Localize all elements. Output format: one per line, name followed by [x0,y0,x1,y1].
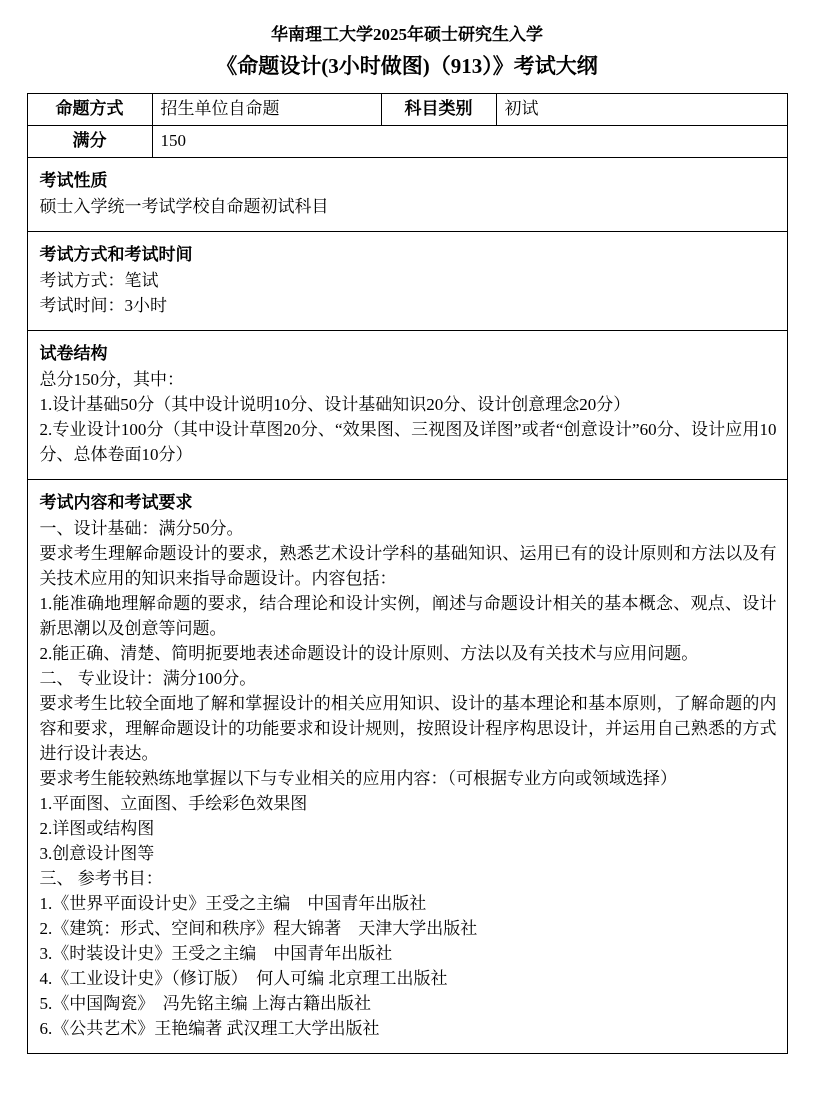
section-line-paper-structure-0: 总分150分，其中： [39,370,184,389]
section-heading-paper-structure: 试卷结构 [39,344,108,363]
table-row-full-score [27,126,787,158]
section-line-content-6: 要求考生能较熟练地掌握以下与专业相关的应用内容：（可根据专业方向或领域选择） [39,769,677,788]
section-line-content-8: 2.详图或结构图 [39,819,155,838]
section-line-content-0: 一、设计基础：满分50分。 [39,519,244,538]
table-row-section-content-requirements [27,480,787,1054]
section-content-requirements [27,480,787,1054]
table-row-exam-mode [27,94,787,126]
reference-book-1: 1.《世界平面设计史》王受之主编 中国青年出版社 [39,894,427,913]
exam-syllabus-table [27,93,788,1054]
section-line-paper-structure-1: 1.设计基础50分（其中设计说明10分、设计基础知识20分、设计创意理念20分） [39,395,631,414]
cell-label-subject-type: 科目类别 [381,94,496,126]
section-line-content-5: 要求考生比较全面地了解和掌握设计的相关应用知识、设计的基本理论和基本原则，了解命题的内容和要求，理解命题设计的功能要求和设计规则，按照设计程序构思设计，并运用自己熟悉的方式进行设计表达。 [39,694,777,763]
table-row-section-exam-method [27,232,787,331]
document-title-block [0,0,814,82]
cell-value-exam-mode: 招生单位自命题 [152,94,381,126]
page-title-line-2: 《命题设计(3小时做图)（913）》考试大纲 [216,54,598,78]
section-line-exam-method-1: 考试时间：3小时 [39,296,167,315]
cell-value-subject-type: 初试 [496,94,787,126]
section-heading-content-requirements: 考试内容和考试要求 [39,493,193,512]
section-line-content-3: 2.能正确、清楚、简明扼要地表述命题设计的设计原则、方法以及有关技术与应用问题。 [39,644,699,663]
cell-label-exam-mode: 命题方式 [27,94,152,126]
page-title-line-1: 华南理工大学2025年硕士研究生入学 [271,25,543,44]
reference-book-2: 2.《建筑：形式、空间和秩序》程大锦著 天津大学出版社 [39,919,478,938]
section-heading-exam-nature: 考试性质 [39,171,108,190]
reference-book-5: 5.《中国陶瓷》 冯先铭主编 上海古籍出版社 [39,994,371,1013]
cell-label-full-score: 满分 [27,126,152,158]
section-heading-exam-method: 考试方式和考试时间 [39,245,193,264]
section-line-content-4: 二、 专业设计：满分100分。 [39,669,257,688]
reference-book-6: 6.《公共艺术》王艳编著 武汉理工大学出版社 [39,1019,380,1038]
section-paper-structure [27,331,787,480]
section-line-content-1: 要求考生理解命题设计的要求，熟悉艺术设计学科的基础知识、运用已有的设计原则和方法以及有关技术应用的知识来指导命题设计。内容包括： [39,544,777,588]
table-row-section-exam-nature [27,158,787,232]
table-row-section-paper-structure [27,331,787,480]
section-exam-nature [27,158,787,232]
section-line-content-2: 1.能准确地理解命题的要求，结合理论和设计实例，阐述与命题设计相关的基本概念、观点、设计新思潮以及创意等问题。 [39,594,777,638]
cell-value-full-score: 150 [152,126,787,158]
section-line-content-10: 三、 参考书目： [39,869,163,888]
reference-book-3: 3.《时装设计史》王受之主编 中国青年出版社 [39,944,393,963]
reference-book-4: 4.《工业设计史》（修订版） 何人可编 北京理工出版社 [39,969,448,988]
section-line-exam-method-0: 考试方式：笔试 [39,271,159,290]
section-exam-method [27,232,787,331]
section-line-content-9: 3.创意设计图等 [39,844,155,863]
section-line-content-7: 1.平面图、立面图、手绘彩色效果图 [39,794,308,813]
section-line-paper-structure-2: 2.专业设计100分（其中设计草图20分、“效果图、三视图及详图”或者“创意设计”60分、设计应用10分、总体卷面10分） [39,420,777,464]
section-line-exam-nature-0: 硕士入学统一考试学校自命题初试科目 [39,197,329,216]
